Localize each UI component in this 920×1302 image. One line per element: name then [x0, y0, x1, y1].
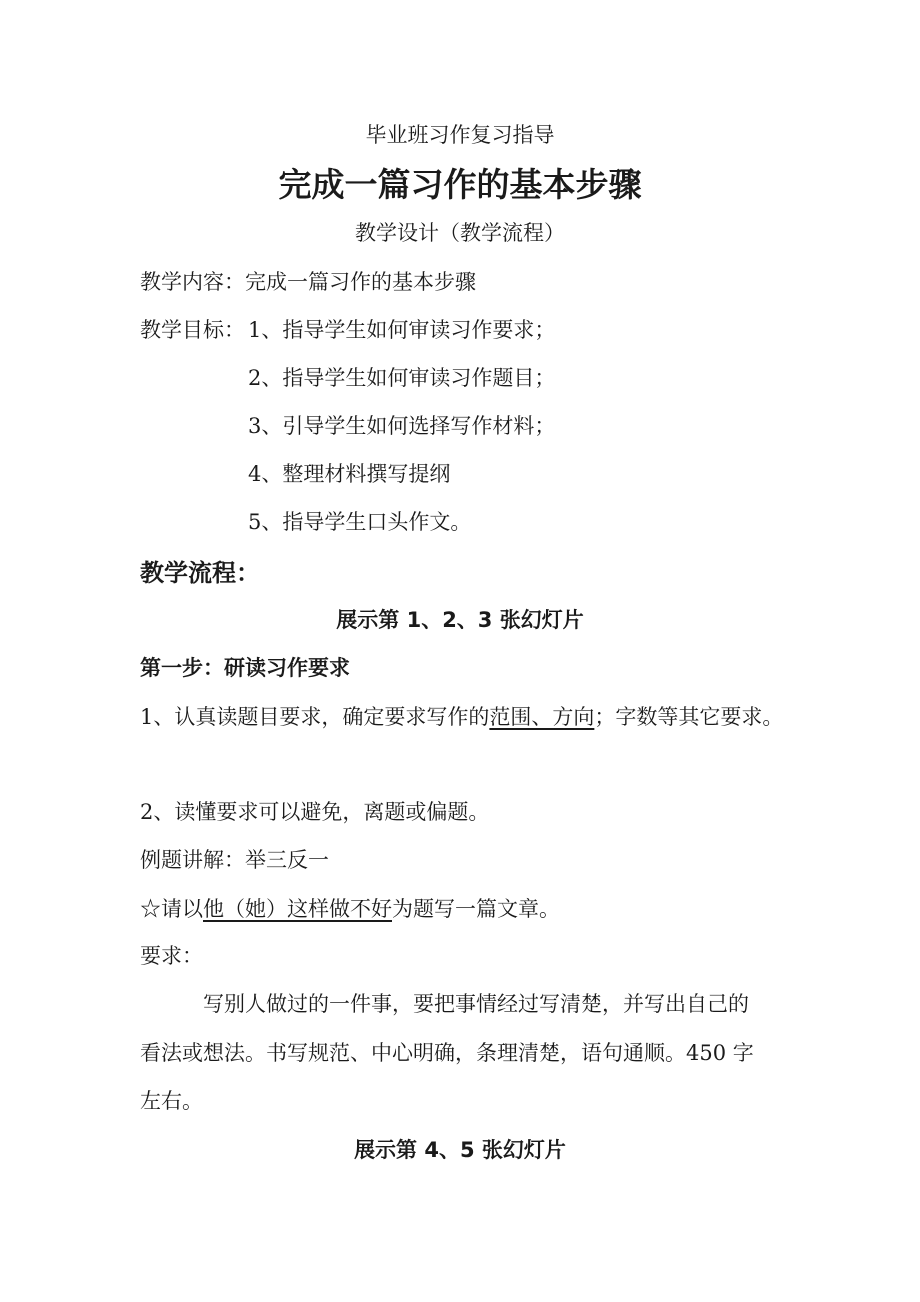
point-1-text: 1、认真读题目要求，确定要求写作的: [140, 705, 490, 729]
prompt-text-end: 为题写一篇文章。: [392, 897, 560, 921]
requirements-line: 写别人做过的一件事，要把事情经过写清楚，并写出自己的: [203, 992, 749, 1016]
example-label: 例题讲解：举三反一: [140, 848, 329, 872]
point-2: 2、读懂要求可以避免，离题或偏题。: [140, 800, 490, 824]
goal-item: 3、引导学生如何选择写作材料；: [248, 414, 556, 438]
step-1-heading: 第一步：研读习作要求: [140, 656, 350, 680]
point-1-underlined: 范围、方向: [489, 705, 595, 729]
slides-note-2: 展示第 4、5 张幻灯片: [354, 1138, 566, 1162]
slides-note-1: 展示第 1、2、3 张幻灯片: [336, 608, 584, 632]
point-1: [140, 703, 783, 731]
goal-item: 5、指导学生口头作文。: [248, 510, 472, 534]
writing-prompt: [140, 895, 560, 923]
requirements-line: 左右。: [140, 1089, 203, 1113]
prompt-underlined-title: 他（她）这样做不好: [203, 897, 392, 921]
document-subtitle: 教学设计（教学流程）: [355, 221, 565, 245]
requirements-label: 要求：: [140, 944, 203, 968]
teaching-flow-heading: 教学流程：: [140, 559, 260, 587]
point-1-text-end: ；字数等其它要求。: [594, 705, 784, 729]
prompt-text: ☆请以: [140, 897, 203, 921]
teaching-content: 教学内容：完成一篇习作的基本步骤: [140, 270, 476, 294]
goal-item: 1、指导学生如何审读习作要求；: [248, 318, 556, 342]
goal-item: 2、指导学生如何审读习作题目；: [248, 366, 556, 390]
requirements-line: 看法或想法。书写规范、中心明确，条理清楚，语句通顺。450 字: [140, 1041, 754, 1065]
teaching-goals-label: 教学目标：: [140, 318, 245, 342]
goal-item: 4、整理材料撰写提纲: [248, 462, 451, 486]
document-supertitle: 毕业班习作复习指导: [365, 123, 555, 147]
document-title: 完成一篇习作的基本步骤: [278, 165, 642, 204]
